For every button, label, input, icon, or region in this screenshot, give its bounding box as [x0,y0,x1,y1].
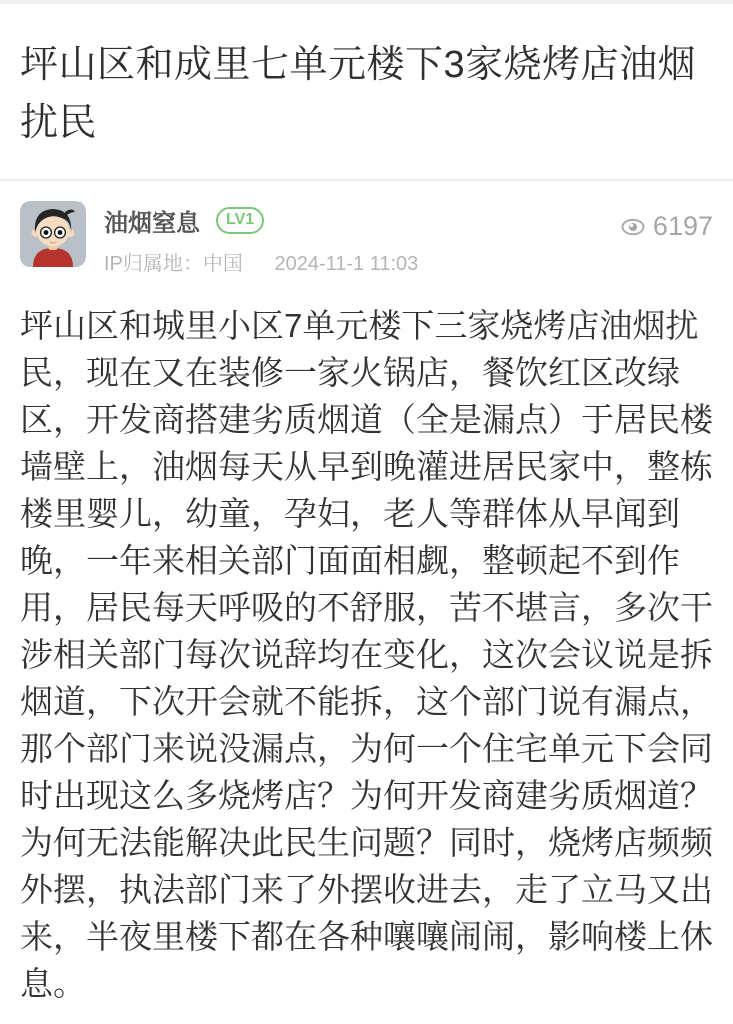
view-stats [621,201,713,242]
view-count: 6197 [652,211,713,241]
title-section [0,4,733,181]
post-meta-line [104,247,418,276]
author-info [104,201,418,276]
username[interactable]: 油烟窒息 [104,210,200,237]
avatar[interactable] [20,201,86,267]
post-body: 坪山区和城里小区7单元楼下三家烧烤店油烟扰民，现在又在装修一家火锅店，餐饮红区改绿区，开发商搭建劣质烟道（全是漏点）于居民楼墙壁上，油烟每天从早到晚灌进居民家中，整栋楼里婴儿，幼童，孕妇，老人等群体从早闻到晚，一年来相关部门面面相觑，整顿起不到作用，居民每天呼吸的不舒服，苦不堪言，多次干涉相关部门每次说辞均在变化，这次会议说是拆烟道，下次开会就不能拆，这个部门说有漏点，那个部门来说没漏点，为何一个住宅单元下会同时出现这么多烧烤店？为何开发商建劣质烟道？为何无法能解决此民生问题？同时，烧烤店频频外摆，执法部门来了外摆收进去，走了立马又出来，半夜里楼下都在各种嚷嚷闹闹，影响楼上休息。 [20,307,713,1002]
author-name-line [104,203,418,238]
post-title: 坪山区和成里七单元楼下3家烧烤店油烟扰民 [20,44,697,144]
ip-location: IP归属地：中国 [104,253,243,275]
eye-icon [621,217,645,237]
post-timestamp: 2024-11-1 11:03 [274,253,419,275]
level-badge: LV1 [216,207,264,234]
avatar-boy-illustration [20,201,86,267]
author-row [20,201,713,276]
